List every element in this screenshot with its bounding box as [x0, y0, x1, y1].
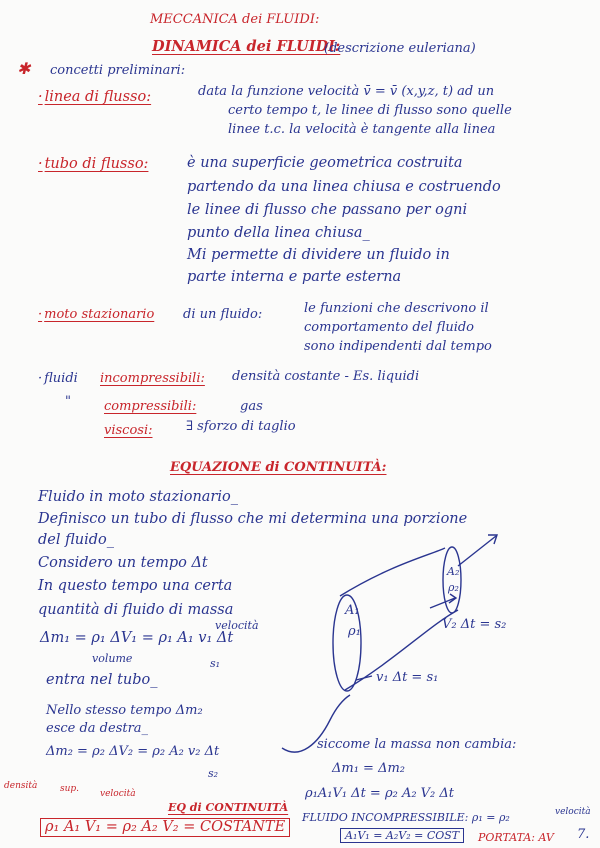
diagram-a2: A₂ — [447, 565, 460, 578]
eq2-s2: s₂ — [208, 767, 219, 780]
fluids-comp-term: compressibili: — [104, 399, 197, 414]
fluids-visc-def: ∃ sforzo di taglio — [186, 419, 296, 434]
flow-tube-def-5: Mi permette di dividere un fluido in — [187, 247, 450, 263]
portata-label: PORTATA: AV — [478, 831, 554, 844]
continuity-p1: Fluido in moto stazionario_ — [38, 489, 238, 505]
continuity-p2: Definisco un tubo di flusso che mi determina una porzione — [38, 511, 468, 527]
eq1-volume-note: volume — [92, 652, 133, 665]
steady-mid: di un fluido: — [183, 307, 263, 322]
ditto-mark: " — [65, 394, 71, 409]
diagram-s2: V₂ Δt = s₂ — [442, 617, 507, 632]
continuity-p4: Considero un tempo Δt — [38, 555, 208, 571]
equation-1: Δm₁ = ρ₁ ΔV₁ = ρ₁ A₁ v₁ Δt — [40, 630, 234, 646]
page-number: 7. — [577, 827, 590, 842]
since-mass-constant: siccome la massa non cambia: — [317, 737, 517, 752]
steady-def-3: sono indipendenti dal tempo — [304, 339, 492, 354]
continuity-title: EQUAZIONE di CONTINUITÀ: — [170, 460, 387, 475]
diagram-rho1: ρ₁ — [348, 624, 361, 639]
sub-note: (descrizione euleriana) — [324, 41, 476, 56]
concepts-label: concetti preliminari: — [50, 63, 186, 78]
steady-def-2: comportamento del fluido — [304, 320, 475, 335]
fluids-prefix: · fluidi — [38, 372, 78, 385]
flow-tube-def-3: le linee di flusso che passano per ogni — [187, 202, 468, 218]
continuity-p8: Nello stesso tempo Δm₂ — [46, 703, 203, 718]
continuity-p6: quantità di fluido di massa — [38, 602, 234, 618]
diagram-s1: v₁ Δt = s₁ — [376, 670, 439, 685]
flow-tube-def-6: parte interna e parte esterna — [187, 269, 402, 285]
flow-line-def-2: certo tempo t, le linee di flusso sono quelle — [228, 103, 512, 118]
flow-line-def-1: data la funzione velocità v̄ = v̄ (x,y,z, t) ad un — [198, 84, 495, 99]
diagram-a1: A₁ — [345, 603, 360, 618]
continuity-p3: del fluido_ — [38, 532, 115, 548]
sub-title: DINAMICA dei FLUIDI: — [152, 38, 341, 55]
note-velocity: velocità — [100, 789, 136, 799]
flow-tube-def-4: punto della linea chiusa_ — [187, 225, 370, 241]
equation-2: Δm₂ = ρ₂ ΔV₂ = ρ₂ A₂ v₂ Δt — [46, 744, 220, 759]
incompressible-fluid: FLUIDO INCOMPRESSIBILE: ρ₁ = ρ₂ — [302, 811, 510, 824]
flow-rate-box: A₁V₁ = A₂V₂ = COST — [340, 828, 464, 843]
continuity-p9: esce da destra_ — [46, 721, 149, 736]
fluids-comp-def: gas — [240, 399, 263, 414]
steady-def-1: le funzioni che descrivono il — [304, 301, 489, 316]
s1-arrow — [356, 676, 372, 680]
star-icon: ✱ — [17, 59, 31, 78]
flow-line-def-3: linee t.c. la velocità è tangente alla linea — [228, 122, 496, 137]
diagram-rho2: ρ₂ — [448, 581, 459, 594]
note-surface: sup. — [60, 784, 80, 794]
steady-term: · moto stazionario — [38, 308, 154, 321]
fluids-visc-term: viscosi: — [104, 423, 153, 438]
incompressible-note: velocità — [555, 807, 591, 817]
flow-tube-def-2: partendo da una linea chiusa e costruendo — [187, 179, 501, 195]
eq1-s1: s₁ — [210, 657, 221, 670]
main-title: MECCANICA dei FLUIDI: — [150, 12, 320, 27]
flow-tube-term: · tubo di flusso: — [38, 157, 148, 172]
fluids-incomp-term: incompressibili: — [100, 371, 205, 386]
section-a2 — [443, 547, 461, 613]
fluids-incomp-def: densità costante - Es. liquidi — [232, 369, 420, 384]
final-equation: ρ₁ A₁ V₁ = ρ₂ A₂ V₂ = COSTANTE — [40, 818, 290, 837]
tube-top-edge — [340, 548, 445, 596]
continuity-p5: In questo tempo una certa — [38, 578, 233, 594]
note-density: densità — [4, 781, 38, 791]
flow-line-term: · linea di flusso: — [38, 90, 151, 105]
eq1-velocity-note: velocità — [215, 619, 259, 632]
s2-arrow — [430, 598, 455, 608]
eq-continuity-label: EQ di CONTINUITÀ — [168, 801, 289, 814]
mass-flow-equation: ρ₁A₁V₁ Δt = ρ₂ A₂ V₂ Δt — [305, 786, 455, 801]
mass-equality: Δm₁ = Δm₂ — [332, 761, 406, 776]
continuity-p7: entra nel tubo_ — [46, 672, 158, 688]
flow-tube-def-1: è una superficie geometrica costruita — [187, 155, 463, 171]
flow-arrow-out — [458, 536, 496, 566]
